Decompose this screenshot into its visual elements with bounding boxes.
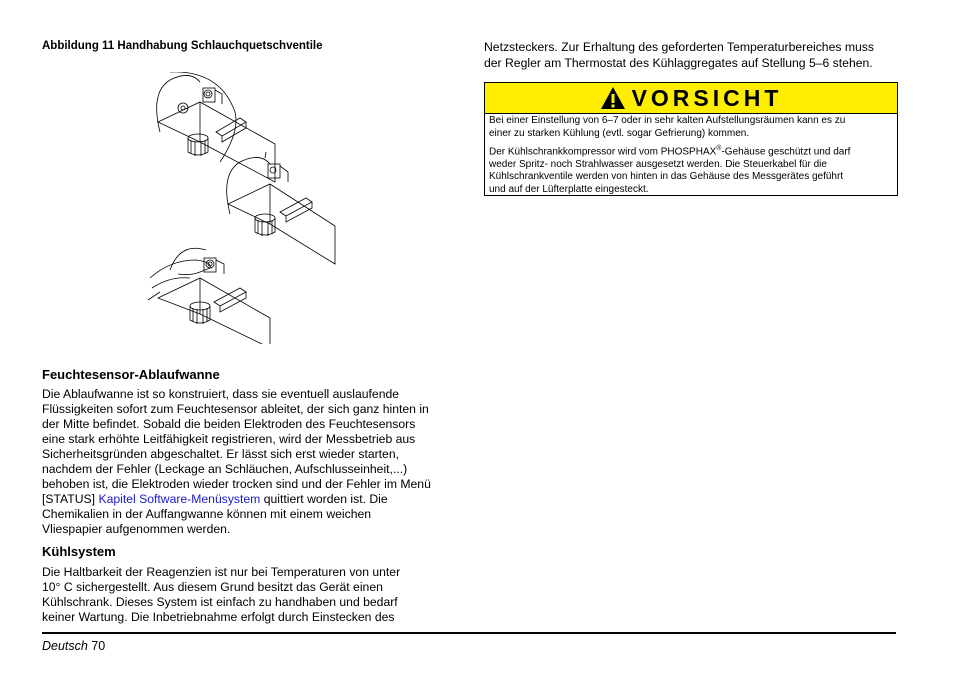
cooling-paragraph-continued <box>484 40 904 71</box>
footer-language: Deutsch <box>42 639 88 653</box>
pinch-valve-illustration <box>140 72 340 344</box>
text-line: Vliespapier aufgenommen werden. <box>42 522 231 536</box>
text-line: Die Ablaufwanne ist so konstruiert, dass sie eventuell auslaufende <box>42 387 400 401</box>
text-line: Die Haltbarkeit der Reagenzien ist nur bei Temperaturen von unter <box>42 565 401 579</box>
registered-mark: ® <box>716 145 722 152</box>
text-line: Kühlschrank. Dieses System ist einfach zu handhaben und bedarf <box>42 595 398 609</box>
caution-header <box>485 83 897 114</box>
text-line <box>489 143 893 159</box>
caution-box <box>484 82 898 196</box>
text-line: Kühlschrankventile werden von hinten in das Gehäuse des Messgerätes geführt <box>489 171 844 183</box>
text-fragment: Der Kühlschrankkompressor wird vom PHOSPHAX <box>489 146 717 158</box>
text-line: nachdem der Fehler (Leckage an Schläuchen, Aufschlusseinheit,...) <box>42 462 408 476</box>
text-fragment: [STATUS] <box>42 492 99 506</box>
text-line: eine stark erhöhte Leitfähigkeit registrieren, wird der Messbetrieb aus <box>42 432 416 446</box>
text-line: weder Spritz- noch Strahlwasser ausgesetzt werden. Die Steuerkabel für die <box>489 158 827 170</box>
caution-body <box>485 114 897 197</box>
section-heading-drip-tray: Feuchtesensor-Ablaufwanne <box>42 367 220 382</box>
section-heading-cooling: Kühlsystem <box>42 544 116 559</box>
figure-caption: Abbildung 11 Handhabung Schlauchquetschventile <box>42 40 323 52</box>
footer-rule <box>42 632 896 634</box>
illustration-panel-bottom <box>148 248 270 344</box>
text-fragment: quittiert worden ist. Die <box>260 492 388 506</box>
caution-title: VORSICHT <box>631 84 783 111</box>
text-line: Chemikalien in der Auffangwanne können mit einem weichen <box>42 507 372 521</box>
text-line: behoben ist, die Elektroden wieder trocken sind und der Fehler im Menü <box>42 477 431 491</box>
cooling-paragraph <box>42 565 462 625</box>
text-line: Sicherheitsgründen abgeschaltet. Er lässt sich erst wieder starten, <box>42 447 400 461</box>
page-number: 70 <box>91 639 106 653</box>
software-menu-link[interactable]: Kapitel Software-Menüsystem <box>98 492 261 506</box>
text-line <box>42 492 462 507</box>
text-line: der Regler am Thermostat des Kühlaggregates auf Stellung 5–6 stehen. <box>484 55 873 70</box>
text-line: der Mitte befindet. Sobald die beiden Elektroden des Feuchtesensors <box>42 417 416 431</box>
text-line: keiner Wartung. Die Inbetriebnahme erfolgt durch Einstecken des <box>42 610 395 624</box>
text-line: und auf der Lüfterplatte eingesteckt. <box>489 183 649 195</box>
illustration-panel-middle <box>227 152 335 264</box>
illustration-panel-top <box>157 72 275 182</box>
text-line: einer zu starken Kühlung (evtl. sogar Gefrierung) kommen. <box>489 127 750 139</box>
page-footer <box>42 639 105 653</box>
warning-triangle-icon <box>600 86 626 110</box>
text-line: Netzsteckers. Zur Erhaltung des geforderten Temperaturbereiches muss <box>484 40 874 54</box>
text-line: Flüssigkeiten sofort zum Feuchtesensor ableitet, der sich ganz hinten in <box>42 402 429 416</box>
drip-tray-paragraph <box>42 387 462 537</box>
text-line: 10° C sichergestellt. Aus diesem Grund besitzt das Gerät einen <box>42 580 383 594</box>
text-line: Bei einer Einstellung von 6–7 oder in sehr kalten Aufstellungsräumen kann es zu <box>489 115 846 126</box>
text-fragment: -Gehäuse geschützt und darf <box>721 146 851 158</box>
